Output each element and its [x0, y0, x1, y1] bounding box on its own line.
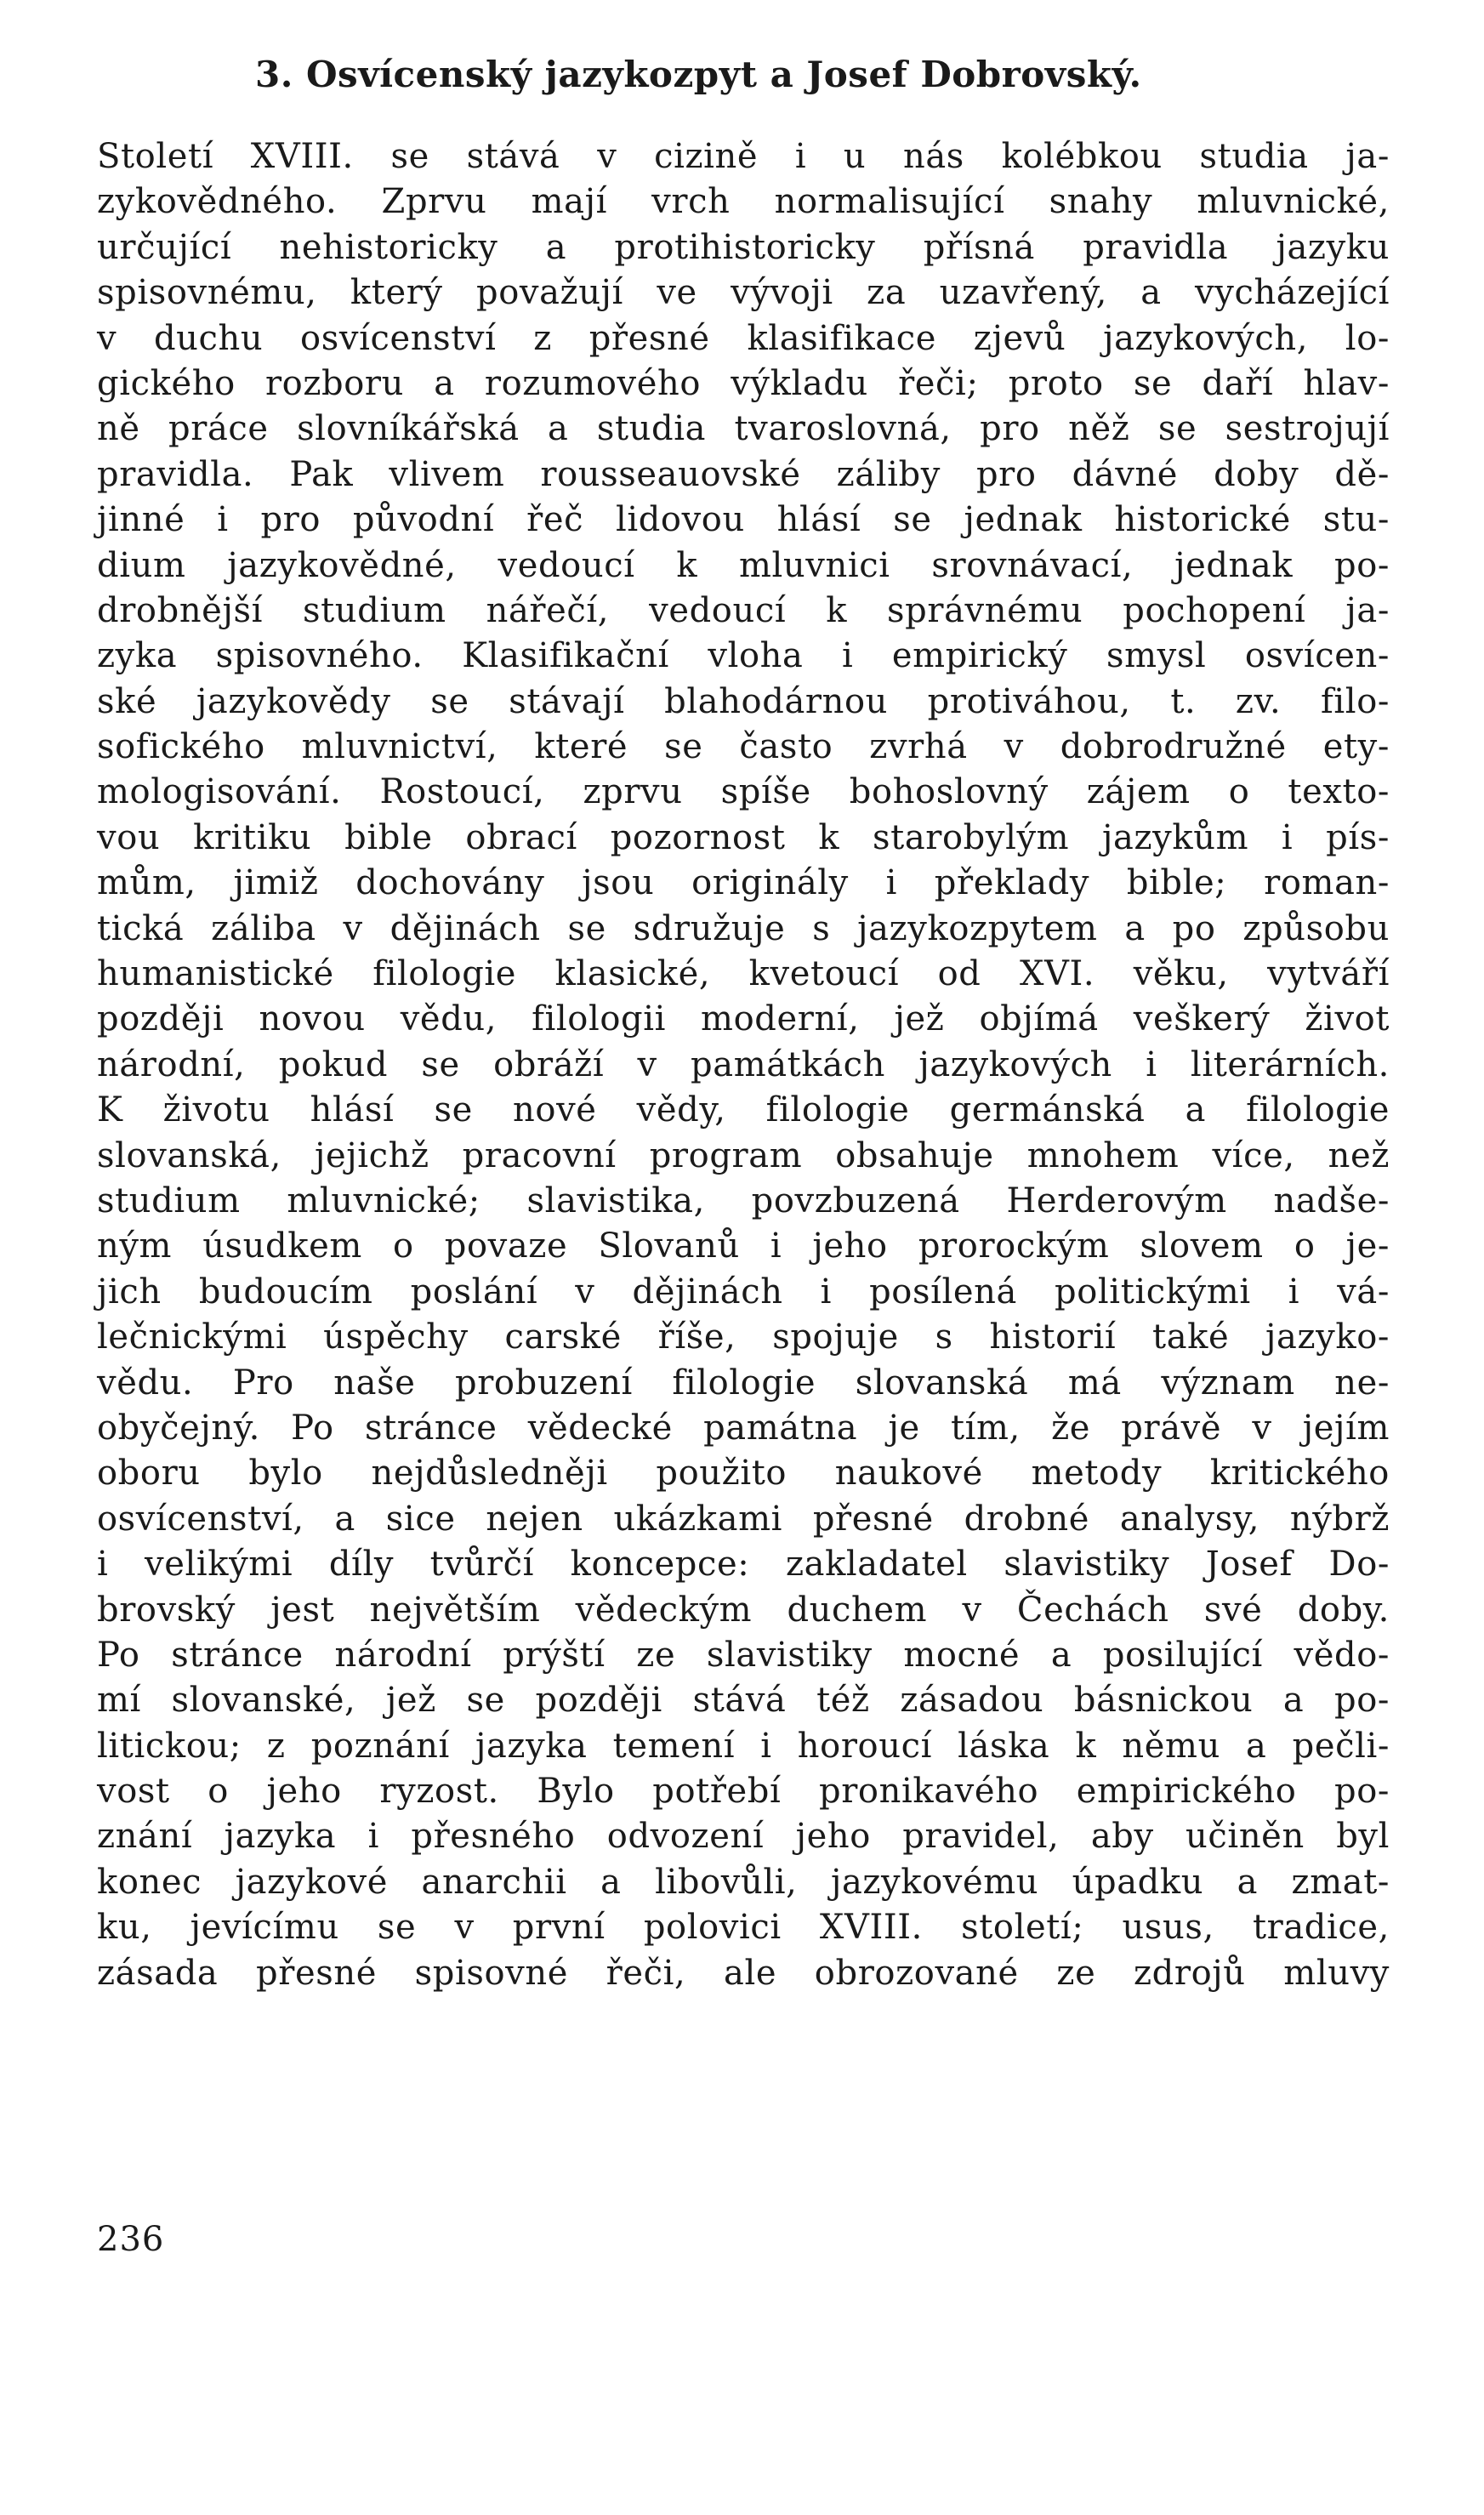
text-line: lečnickými úspěchy carské říše, spojuje s historií také jazyko-	[97, 1317, 1390, 1357]
text-line: Století XVIII. se stává v cizině i u nás kolébkou studia ja-	[97, 137, 1390, 176]
text-line: mí slovanské, jež se později stává též zásadou básnickou a po-	[97, 1681, 1390, 1721]
text-line: národní, pokud se obráží v památkách jazykových i literárních.	[97, 1044, 1390, 1084]
text-line: sofického mluvnictví, které se často zvrhá v dobrodružné ety-	[97, 727, 1390, 767]
text-line: slovanská, jejichž pracovní program obsahuje mnohem více, než	[97, 1135, 1390, 1175]
text-line: i velikými díly tvůrčí koncepce: zakladatel slavistiky Josef Do-	[97, 1545, 1390, 1585]
text-line: jinné i pro původní řeč lidovou hlásí se jednak historické stu-	[97, 500, 1390, 540]
text-line: ské jazykovědy se stávají blahodárnou protiváhou, t. zv. filo-	[97, 681, 1390, 721]
text-line: určující nehistoricky a protihistoricky přísná pravidla jazyku	[97, 227, 1390, 267]
page-number: 236	[97, 2220, 165, 2259]
text-line: obyčejný. Po stránce vědecké památna je tím, že právě v jejím	[97, 1408, 1390, 1448]
text-line: konec jazykové anarchii a libovůli, jazykovému úpadku a zmat-	[97, 1862, 1390, 1902]
text-line: brovský jest největším vědeckým duchem v Čechách své doby.	[97, 1590, 1390, 1630]
text-line: mům, jimiž dochovány jsou originály i překlady bible; roman-	[97, 863, 1390, 903]
text-line: zásada přesné spisovné řeči, ale obrozované ze zdrojů mluvy	[97, 1953, 1390, 1993]
text-line: jich budoucím poslání v dějinách i posílená politickými i vá-	[97, 1272, 1390, 1312]
text-line: vědu. Pro naše probuzení filologie slovanská má význam ne-	[97, 1363, 1390, 1403]
text-line: oboru bylo nejdůsledněji použito naukové metody kritického	[97, 1454, 1390, 1494]
text-line: spisovnému, který považují ve vývoji za uzavřený, a vycházející	[97, 273, 1390, 313]
text-line: znání jazyka i přesného odvození jeho pravidel, aby učiněn byl	[97, 1817, 1390, 1857]
text-line: zykovědného. Zprvu mají vrch normalisující snahy mluvnické,	[97, 182, 1390, 222]
text-line: ným úsudkem o povaze Slovanů i jeho prorockým slovem o je-	[97, 1226, 1390, 1266]
text-line: studium mluvnické; slavistika, povzbuzená Herderovým nadše-	[97, 1181, 1390, 1221]
text-line: později novou vědu, filologii moderní, jež objímá veškerý život	[97, 999, 1390, 1039]
text-line: Po stránce národní prýští ze slavistiky mocné a posilující vědo-	[97, 1635, 1390, 1675]
text-line: pravidla. Pak vlivem rousseauovské záliby pro dávné doby dě-	[97, 454, 1390, 494]
text-line: osvícenství, a sice nejen ukázkami přesné drobné analysy, nýbrž	[97, 1499, 1390, 1539]
text-line: drobnější studium nářečí, vedoucí k správnému pochopení ja-	[97, 590, 1390, 630]
text-line: dium jazykovědné, vedoucí k mluvnici srovnávací, jednak po-	[97, 545, 1390, 585]
body-text	[97, 134, 1390, 1996]
section-heading: 3. Osvícenský jazykozpyt a Josef Dobrovský.	[255, 54, 1142, 95]
text-line: K životu hlásí se nové vědy, filologie germánská a filologie	[97, 1090, 1390, 1130]
text-line: litickou; z poznání jazyka temení i horoucí láska k němu a pečli-	[97, 1726, 1390, 1766]
text-line: ku, jevícímu se v první polovici XVIII. století; usus, tradice,	[97, 1908, 1390, 1948]
text-line: vou kritiku bible obrací pozornost k starobylým jazykům i pís-	[97, 817, 1390, 857]
text-line: gického rozboru a rozumového výkladu řeči; proto se daří hlav-	[97, 363, 1390, 403]
text-line: v duchu osvícenství z přesné klasifikace zjevů jazykových, lo-	[97, 318, 1390, 358]
text-line: tická záliba v dějinách se sdružuje s jazykozpytem a po způsobu	[97, 908, 1390, 948]
text-line: zyka spisovného. Klasifikační vloha i empirický smysl osvícen-	[97, 636, 1390, 676]
text-line: humanistické filologie klasické, kvetoucí od XVI. věku, vytváří	[97, 954, 1390, 994]
text-line: mologisování. Rostoucí, zprvu spíše bohoslovný zájem o texto-	[97, 772, 1390, 812]
text-line: ně práce slovníkářská a studia tvaroslovná, pro něž se sestrojují	[97, 409, 1390, 449]
text-line: vost o jeho ryzost. Bylo potřebí pronikavého empirického po-	[97, 1772, 1390, 1812]
